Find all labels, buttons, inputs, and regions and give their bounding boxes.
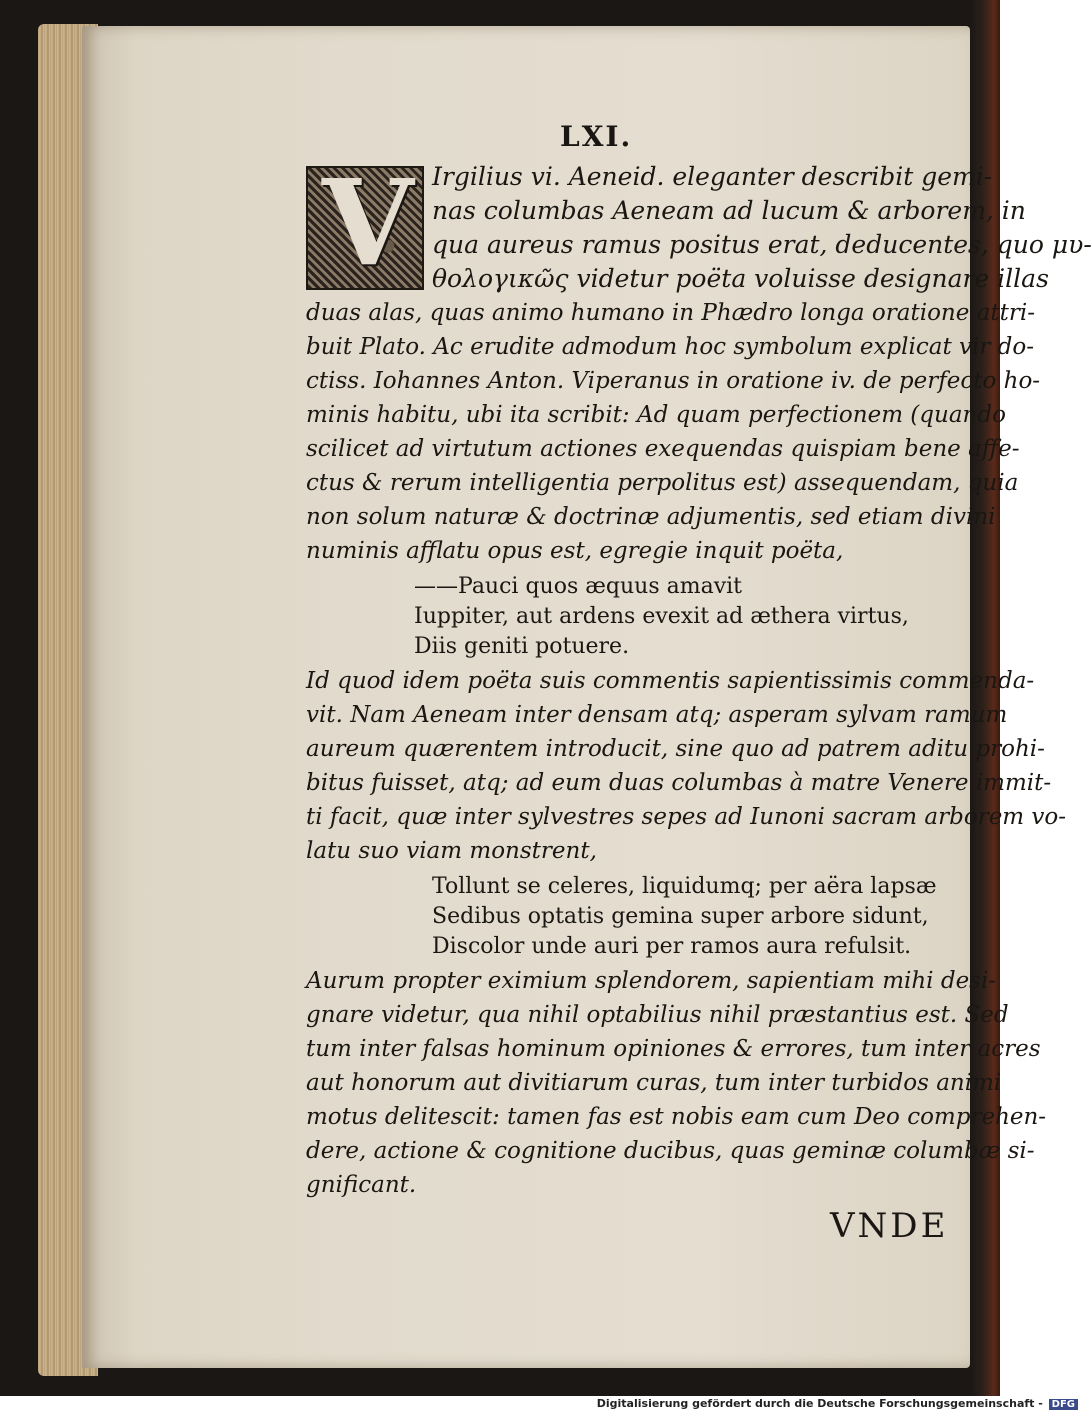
page-folio: LXI. (560, 120, 633, 153)
verse-line: Discolor unde auri per ramos aura refulsit. (432, 934, 912, 959)
text-line: latu suo viam monstrent, (306, 838, 597, 864)
text-line: nas columbas Aeneam ad lucum & arborem, in (432, 196, 1026, 225)
text-line: bitus fuisset, atq; ad eum duas columbas à matre Venere immit- (306, 770, 1052, 796)
decorated-initial (306, 153, 424, 292)
text-line: numinis afflatu opus est, egregie inquit poëta, (306, 538, 844, 564)
text-line: minis habitu, ubi ita scribit: Ad quam perfectionem (quando (306, 402, 1006, 428)
text-line: motus delitescit: tamen fas est nobis eam cum Deo comprehen- (306, 1104, 1047, 1130)
text-line: scilicet ad virtutum actiones exequendas quispiam bene affe- (306, 436, 1020, 462)
verse-line: Tollunt se celeres, liquidumq; per aëra lapsæ (432, 874, 937, 899)
text-line: gnare videtur, qua nihil optabilius nihil præstantius est. Sed (306, 1002, 1009, 1028)
verse-line: Iuppiter, aut ardens evexit ad æthera virtus, (414, 604, 909, 629)
text-line: θολογικῶς videtur poëta voluisse designare illas (432, 264, 1049, 293)
text-line: Aurum propter eximium splendorem, sapientiam mihi desi- (306, 968, 997, 994)
credit-text: Digitalisierung gefördert durch die Deutsche Forschungsgemeinschaft - (596, 1397, 1043, 1410)
text-line: ctus & rerum intelligentia perpolitus est) assequendam, quia (306, 470, 1019, 496)
verse-line: ——Pauci quos æquus amavit (414, 574, 743, 599)
text-line: ctiss. Iohannes Anton. Viperanus in oratione iv. de perfecto ho- (306, 368, 1041, 394)
text-line: duas alas, quas animo humano in Phædro longa oratione attri- (306, 300, 1035, 326)
text-line: ti facit, quæ inter sylvestres sepes ad Iunoni sacram arborem vo- (306, 804, 1067, 830)
dfg-logo: DFG (1049, 1399, 1078, 1410)
initial-letter: V (322, 153, 414, 292)
text-line: gnificant. (306, 1172, 417, 1198)
text-line: dere, actione & cognitione ducibus, quas geminæ columbæ si- (306, 1138, 1035, 1164)
verse-line: Sedibus optatis gemina super arbore sidunt, (432, 904, 929, 929)
text-line: aureum quærentem introducit, sine quo ad patrem aditu prohi- (306, 736, 1045, 762)
text-line: buit Plato. Ac erudite admodum hoc symbolum explicat vir do- (306, 334, 1034, 360)
digitization-credit (597, 1397, 1078, 1410)
text-line: Id quod idem poëta suis commentis sapientissimis commenda- (306, 668, 1035, 694)
text-line: tum inter falsas hominum opiniones & errores, tum inter acres (306, 1036, 1041, 1062)
verse-line: Diis geniti potuere. (414, 634, 630, 659)
text-line: non solum naturæ & doctrinæ adjumentis, sed etiam divini (306, 504, 996, 530)
text-line: Irgilius vi. Aeneid. eleganter describit gemi- (432, 162, 993, 191)
text-line: aut honorum aut divitiarum curas, tum inter turbidos animi (306, 1070, 1002, 1096)
text-line: vit. Nam Aeneam inter densam atq; asperam sylvam ramum (306, 702, 1008, 728)
catchword: VNDE (830, 1206, 949, 1246)
text-line: qua aureus ramus positus erat, deducentes, quo μυ- (432, 230, 1092, 259)
